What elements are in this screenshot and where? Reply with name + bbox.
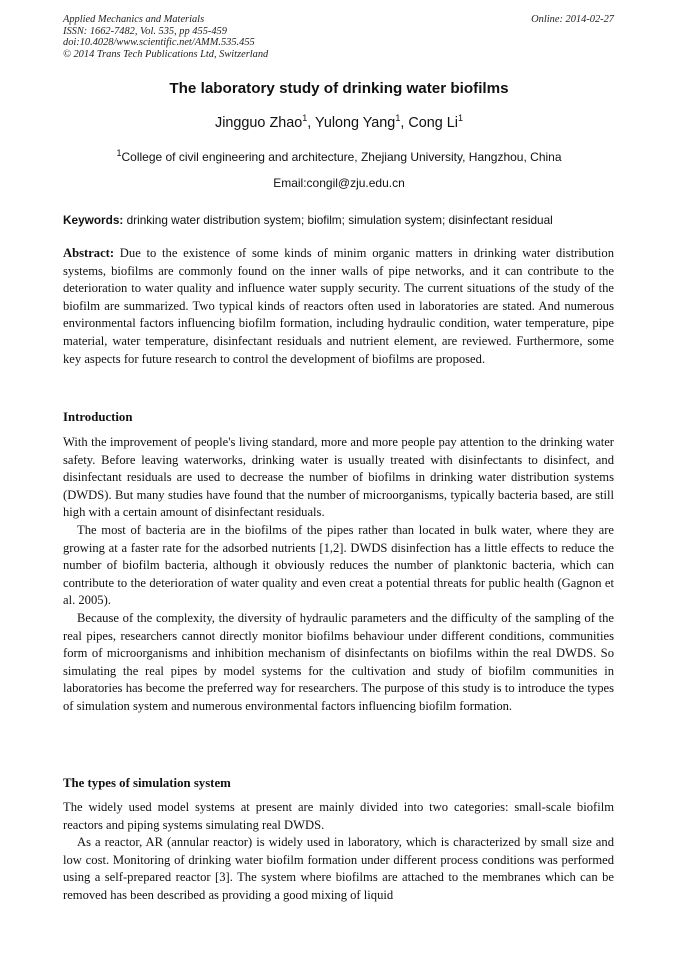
paragraph: The widely used model systems at present are mainly divided into two categories: small-scale biofilm reactors and piping systems simulating real DWDS. (63, 800, 614, 832)
section-heading-simulation-types: The types of simulation system (63, 776, 231, 790)
author-separator: , (307, 115, 316, 131)
keywords-label: Keywords: (63, 213, 124, 227)
paragraph: As a reactor, AR (annular reactor) is widely used in laboratory, which is characterized by small size and low cost. Monitoring of drinking water biofilm formation under different process conditions was performed using a self-prepared reactor [3]. The system where biofilms are attached to the membranes which can be removed has been described as providing a good mixing of liquid (63, 835, 614, 902)
introduction-body (63, 434, 614, 716)
author-name: Cong Li (408, 115, 458, 131)
online-date: Online: 2014-02-27 (531, 14, 614, 25)
author-affil-mark: 1 (457, 113, 463, 124)
affiliation (0, 150, 678, 164)
paragraph: With the improvement of people's living standard, more and more people pay attention to the drinking water safety. Before leaving waterworks, drinking water is usually treated with disinfectants to disinfect, and disinfectant residuals are used to decrease the number of biofilms in drinking water distribution systems (DWDS). But many studies have found that the number of microorganisms, typically bacteria based, are still high with a certain amount of disinfectant residuals. (63, 435, 614, 520)
paper-title: The laboratory study of drinking water biofilms (169, 80, 509, 97)
keywords-text: drinking water distribution system; biofilm; simulation system; disinfectant residual (123, 213, 553, 227)
issn-line: ISSN: 1662-7482, Vol. 535, pp 455-459 (63, 25, 227, 37)
copyright-line: © 2014 Trans Tech Publications Ltd, Switzerland (63, 48, 269, 60)
abstract-label: Abstract: (63, 246, 115, 260)
journal-header (63, 14, 268, 60)
author-name: Jingguo Zhao (215, 115, 303, 131)
affiliation-text: College of civil engineering and architecture, Zhejiang University, Hangzhou, China (121, 150, 562, 164)
author-list (0, 115, 678, 131)
paragraph: Because of the complexity, the diversity of hydraulic parameters and the difficulty of the sampling of the real pipes, researchers cannot directly monitor biofilms behaviour under different conditions, communities form of microorganisms and inhibition mechanism of disinfectants on biofilms within the real DWDS. So simulating the real pipes by model systems for the cultivation and study of biofilm communities in laboratories has become the preferred way for researchers. The purpose of this study is to introduce the types of simulation system and numerous environmental factors influencing biofilm formation. (63, 610, 614, 713)
abstract (63, 245, 614, 368)
section-heading-introduction: Introduction (63, 410, 133, 424)
author-affil-mark: 1 (302, 113, 308, 124)
author-name: Yulong Yang (315, 115, 396, 131)
author-separator: , (400, 115, 409, 131)
keywords (63, 213, 623, 227)
doi-line: doi:10.4028/www.scientific.net/AMM.535.455 (63, 37, 255, 49)
paragraph: The most of bacteria are in the biofilms of the pipes rather than located in bulk water, where they are growing at a faster rate for the adsorbed nutrients [1,2]. DWDS disinfection has a little effects to reduce the number of biofilm bacteria, although it obviously reduces the number of planktonic bacteria, which can contribute to the deterioration of water quality and even creat a potential threats for public health (Gagnon et al. 2005). (63, 522, 614, 608)
affiliation-mark: 1 (116, 148, 122, 158)
author-affil-mark: 1 (395, 113, 401, 124)
simulation-types-body (63, 799, 614, 905)
contact-email: Email:congil@zju.edu.cn (273, 176, 405, 190)
journal-name: Applied Mechanics and Materials (63, 14, 205, 25)
abstract-text: Due to the existence of some kinds of minim organic matters in drinking water distribution systems, biofilms are commonly found on the inner walls of pipe networks, and it can contribute to the deterioration to water quality and influence water supply security. The current situations of the study of the biofilm are summarized. Two typical kinds of reactors often used in laboratories are stated. And numerous environmental factors influencing biofilm formation, including hydraulic condition, water temperature, pipe material, water temperature, disinfectant residuals and nutrient element, are reviewed. Furthermore, some key aspects for future research to control the development of biofilms are proposed. (63, 246, 614, 366)
